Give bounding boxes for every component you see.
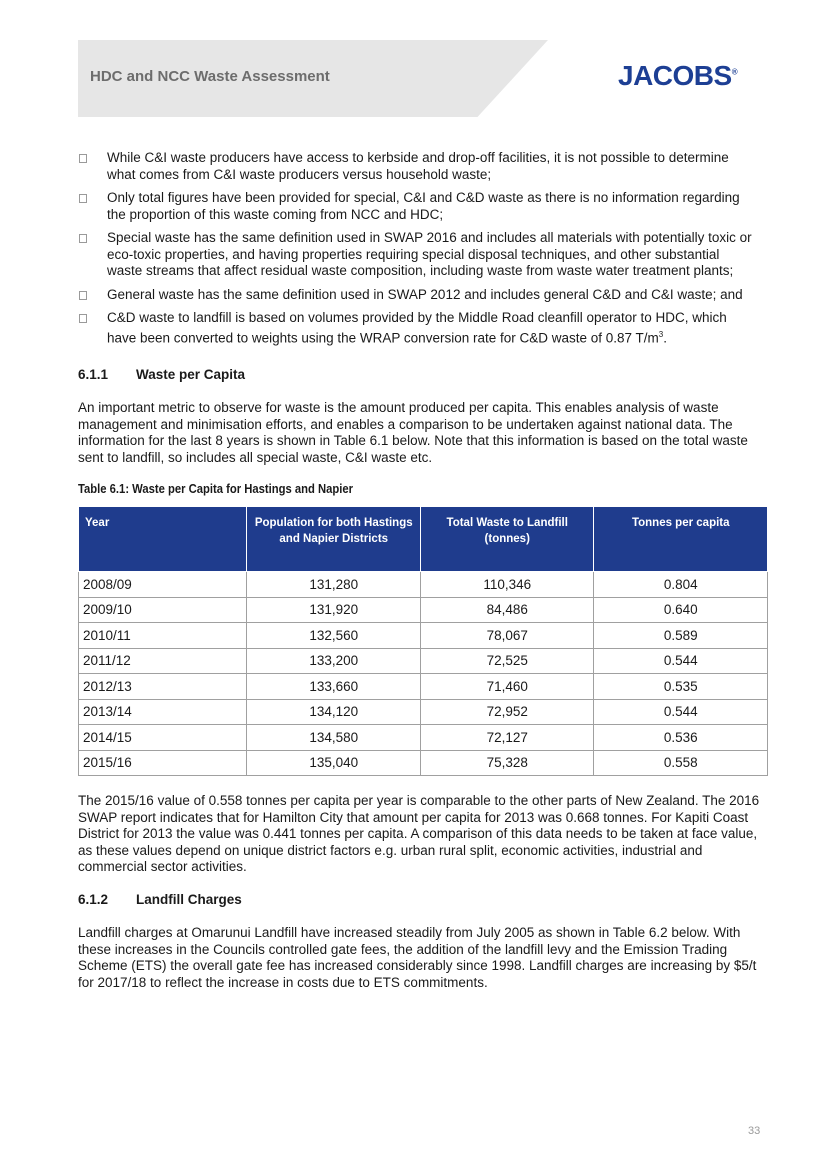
bullet-icon [79,234,87,243]
section-title: Landfill Charges [136,892,242,907]
table-caption: Table 6.1: Waste per Capita for Hastings and Napier [78,482,354,496]
cell-total-waste: 71,460 [420,674,594,700]
cell-tonnes-per-capita: 0.558 [594,750,768,776]
section-heading-6-1-1 [78,367,245,382]
bullet-icon [79,194,87,203]
cell-total-waste: 75,328 [420,750,594,776]
cell-year: 2012/13 [79,674,247,700]
table-row [79,572,768,598]
cell-population: 132,560 [247,623,421,649]
list-item [78,230,758,280]
cell-total-waste: 84,486 [420,597,594,623]
section-title: Waste per Capita [136,367,246,382]
cell-tonnes-per-capita: 0.535 [594,674,768,700]
list-item [78,310,758,347]
bullet-text: Special waste has the same definition used in SWAP 2016 and includes all materials with potentially toxic or eco-toxic properties, and having properties requiring special disposal techniques, and other substantial waste streams that affect residual waste composition, including waste from waste water treatment plants; [107,230,752,278]
page-number: 33 [748,1125,761,1137]
list-item [78,190,758,223]
section-number: 6.1.2 [78,892,109,907]
bullet-end: . [663,330,668,345]
bullet-text: Only total figures have been provided for special, C&I and C&D waste as there is no information regarding the proportion of this waste coming from NCC and HDC; [107,190,740,222]
bullet-icon [79,291,87,300]
section-number: 6.1.1 [78,367,109,382]
list-item [78,150,758,183]
waste-per-capita-intro: An important metric to observe for waste is the amount produced per capita. This enables analysis of waste management and minimisation efforts, and enables a comparison to be undertaken against national data. The information for the last 8 years is shown in Table 6.1 below. Note that this information is based on the total waste sent to landfill, so includes all special waste, C&I waste etc. [78,400,748,465]
waste-per-capita-comparison: The 2015/16 value of 0.558 tonnes per capita per year is comparable to the other parts of New Zealand. The 2016 SWAP report indicates that for Hamilton City that amount per capita for 2013 was 0.668 tonnes. For Kapiti Coast District for 2013 the value was 0.441 tonnes per capita. A comparison of this data needs to be taken at face value, as these values depend on unique district factors e.g. urban rural split, economic activities, industrial and commercial sector activities. [78,793,760,874]
bullet-icon [79,154,87,163]
cell-population: 133,200 [247,648,421,674]
cell-population: 133,660 [247,674,421,700]
table-row [79,674,768,700]
cell-tonnes-per-capita: 0.544 [594,648,768,674]
column-header-population: Population for both Hastings and Napier Districts [247,507,421,572]
column-header-year: Year [79,507,247,572]
table-row [79,648,768,674]
table-row [79,699,768,725]
cell-year: 2010/11 [79,623,247,649]
cell-tonnes-per-capita: 0.640 [594,597,768,623]
cell-population: 134,580 [247,725,421,751]
bullet-list [78,150,758,354]
cell-tonnes-per-capita: 0.589 [594,623,768,649]
cell-year: 2015/16 [79,750,247,776]
waste-per-capita-table [78,506,768,776]
cell-population: 131,920 [247,597,421,623]
jacobs-logo [618,60,737,92]
table-row [79,750,768,776]
column-header-total-waste: Total Waste to Landfill (tonnes) [420,507,594,572]
cell-total-waste: 78,067 [420,623,594,649]
table-row [79,597,768,623]
cell-year: 2009/10 [79,597,247,623]
logo-registered-mark: ® [731,67,738,77]
cell-population: 135,040 [247,750,421,776]
cell-tonnes-per-capita: 0.804 [594,572,768,598]
cell-year: 2014/15 [79,725,247,751]
cell-tonnes-per-capita: 0.544 [594,699,768,725]
superscript: 3 [658,329,664,339]
cell-tonnes-per-capita: 0.536 [594,725,768,751]
cell-year: 2008/09 [79,572,247,598]
logo-text: JACOBS [618,60,732,91]
column-header-tonnes-per-capita: Tonnes per capita [594,507,768,572]
cell-total-waste: 72,525 [420,648,594,674]
landfill-charges-body: Landfill charges at Omarunui Landfill have increased steadily from July 2005 as shown in Table 6.2 below. With these increases in the Councils controlled gate fees, the addition of the landfill levy and the Emission Trading Scheme (ETS) the overall gate fee has increased considerably since 1998. Landfill charges are increasing by $5/t for 2017/18 to reflect the increase in costs due to ETS commitments. [78,925,757,990]
cell-year: 2013/14 [79,699,247,725]
cell-total-waste: 72,127 [420,725,594,751]
document-title: HDC and NCC Waste Assessment [90,68,330,85]
table-row [79,623,768,649]
cell-total-waste: 72,952 [420,699,594,725]
bullet-text: General waste has the same definition used in SWAP 2012 and includes general C&D and C&I waste; and [107,286,743,302]
list-item [78,287,758,304]
cell-population: 134,120 [247,699,421,725]
table-header-row [79,507,768,572]
bullet-text: While C&I waste producers have access to kerbside and drop-off facilities, it is not possible to determine what comes from C&I waste producers versus household waste; [107,150,729,182]
cell-year: 2011/12 [79,648,247,674]
bullet-icon [79,314,87,323]
section-heading-6-1-2 [78,892,242,907]
table-row [79,725,768,751]
cell-total-waste: 110,346 [420,572,594,598]
bullet-text: C&D waste to landfill is based on volumes provided by the Middle Road cleanfill operator to HDC, which have been converted to weights using the WRAP conversion rate for C&D waste of 0.87 T/m [107,310,727,345]
cell-population: 131,280 [247,572,421,598]
